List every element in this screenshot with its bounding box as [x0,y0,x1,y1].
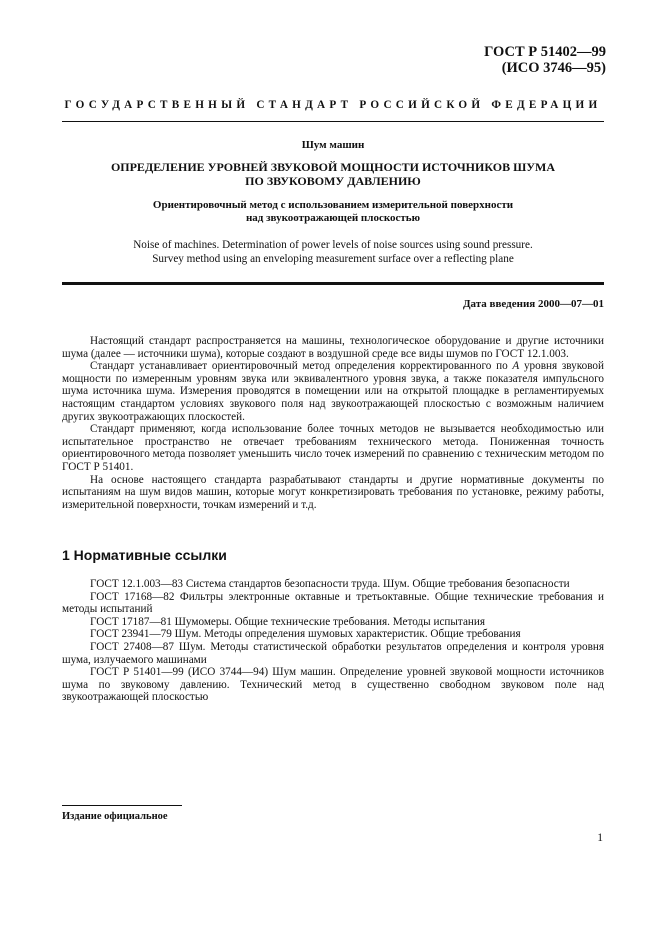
document-identifier [484,44,606,76]
main-title-line: ПО ЗВУКОВОМУ ДАВЛЕНИЮ [245,174,421,188]
title-divider [62,282,604,285]
footer-divider [62,805,182,806]
english-title-line: Survey method using an enveloping measurement surface over a reflecting plane [152,253,514,265]
intro-paragraph: Стандарт применяют, когда использование более точных методов не вызывается необходимостью или испытательное пространство не отвечает требованиям технического метода. Пониженная точность ориентировочного метода позволяет уменьшить число точек измерений по сравнению с техническим методом по ГОСТ Р 51401. [62,423,604,473]
english-title-line: Noise of machines. Determination of power levels of noise sources using sound pressure. [133,239,533,251]
reference-item: ГОСТ Р 51401—99 (ИСО 3744—94) Шум машин. Определение уровней звуковой мощности источников шума по звуковому давлению. Технический метод в существенно свободном звуковом поле над звукоотражающей плоскостью [62,666,604,704]
main-title-line: ОПРЕДЕЛЕНИЕ УРОВНЕЙ ЗВУКОВОЙ МОЩНОСТИ ИСТОЧНИКОВ ШУМА [110,160,556,174]
subject-title: Шум машин [301,139,365,151]
reference-item: ГОСТ 17187—81 Шумомеры. Общие технические требования. Методы испытания [90,615,486,628]
effective-date: Дата введения 2000—07—01 [462,298,604,310]
state-standard-heading: ГОСУДАРСТВЕННЫЙ СТАНДАРТ РОССИЙСКОЙ ФЕДЕРАЦИИ [64,99,602,111]
section-heading: 1 Нормативные ссылки [62,547,227,563]
page-number: 1 [597,832,603,844]
intro-paragraph: Настоящий стандарт распространяется на машины, технологическое оборудование и другие источники шума (далее — источники шума), которые создают в воздушной среде все виды шумов по ГОСТ 12.1.003. [62,335,604,360]
intro-text-italic: А [512,360,520,373]
english-title [62,238,604,266]
intro-paragraph [62,360,604,423]
reference-item: ГОСТ 12.1.003—83 Система стандартов безопасности труда. Шум. Общие требования безопасности [90,578,570,590]
intro-paragraph: На основе настоящего стандарта разрабатывают стандарты и другие нормативные документы по испытаниям на шум видов машин, которые могут конкретизировать требования по установке, режиму работы, измерительной поверхности, точкам измерений и т.д. [62,473,604,511]
reference-item: ГОСТ 27408—87 Шум. Методы статистической обработки результатов определения и контроля уровня шума, излучаемого машинами [62,640,604,666]
reference-item: ГОСТ 23941—79 Шум. Методы определения шумовых характеристик. Общие требования [90,628,521,641]
intro-text: уровня звуковой мощности по измеренным уровням звука или эквивалентного уровня звука, а также показателя импульсного шума источника шума. Измерения проводятся в помещении или на открытой площадке в регламентируемых настоящим стандартом условиях звукового поля над звукоотражающей плоскостью с возможным наличием других звукоотражающих плоскостей. [62,360,605,423]
normative-references [62,578,604,704]
official-edition-label: Издание официальное [62,811,168,822]
main-title [62,160,604,188]
method-subtitle [62,199,604,225]
reference-item: ГОСТ 17168—82 Фильтры электронные октавные и третьоктавные. Общие технические требования и методы испытаний [62,590,604,616]
subtitle-line: Ориентировочный метод с использованием измерительной поверхности [152,199,514,211]
introduction [62,335,604,511]
iso-number: (ИСО 3746—95) [501,60,606,76]
intro-text: Стандарт устанавливает ориентировочный метод определения корректированного по [90,360,513,373]
subtitle-line: над звукоотражающей плоскостью [245,212,421,224]
gost-number: ГОСТ Р 51402—99 [484,44,606,60]
header-divider [62,121,604,122]
